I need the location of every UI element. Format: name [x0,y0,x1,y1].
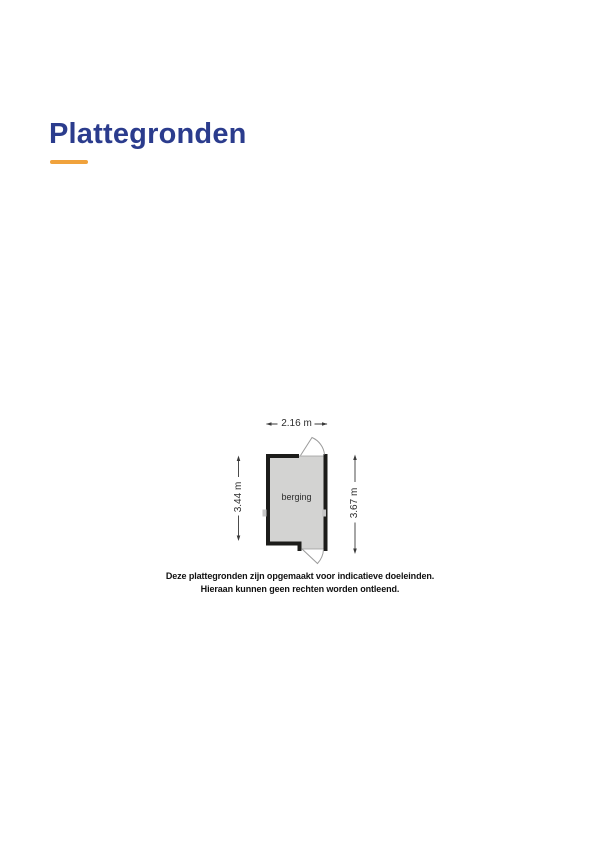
disclaimer [0,570,600,595]
arrow-up-icon [237,456,241,462]
disclaimer-line-1: Deze plattegronden zijn opgemaakt voor indicatieve doeleinden. [165,571,435,581]
title-underline [50,160,88,164]
dimension-height-right-label: 3.67 m [349,487,360,518]
room-floor [268,456,326,549]
room-label: berging [281,492,312,502]
wall-notch-right [322,510,326,517]
page-title: Plattegronden [49,118,247,150]
arrow-down-icon [353,549,357,555]
dimension-height-left-label: 3.44 m [232,481,244,512]
dimension-width-label: 2.16 m [281,417,312,429]
wall-notch-left [263,510,267,517]
door-bottom-swing [302,549,324,564]
arrow-down-icon [237,536,241,542]
disclaimer-line-2: Hieraan kunnen geen rechten worden ontleend. [200,583,400,594]
door-top-swing [301,438,325,456]
arrow-up-icon [353,455,357,461]
